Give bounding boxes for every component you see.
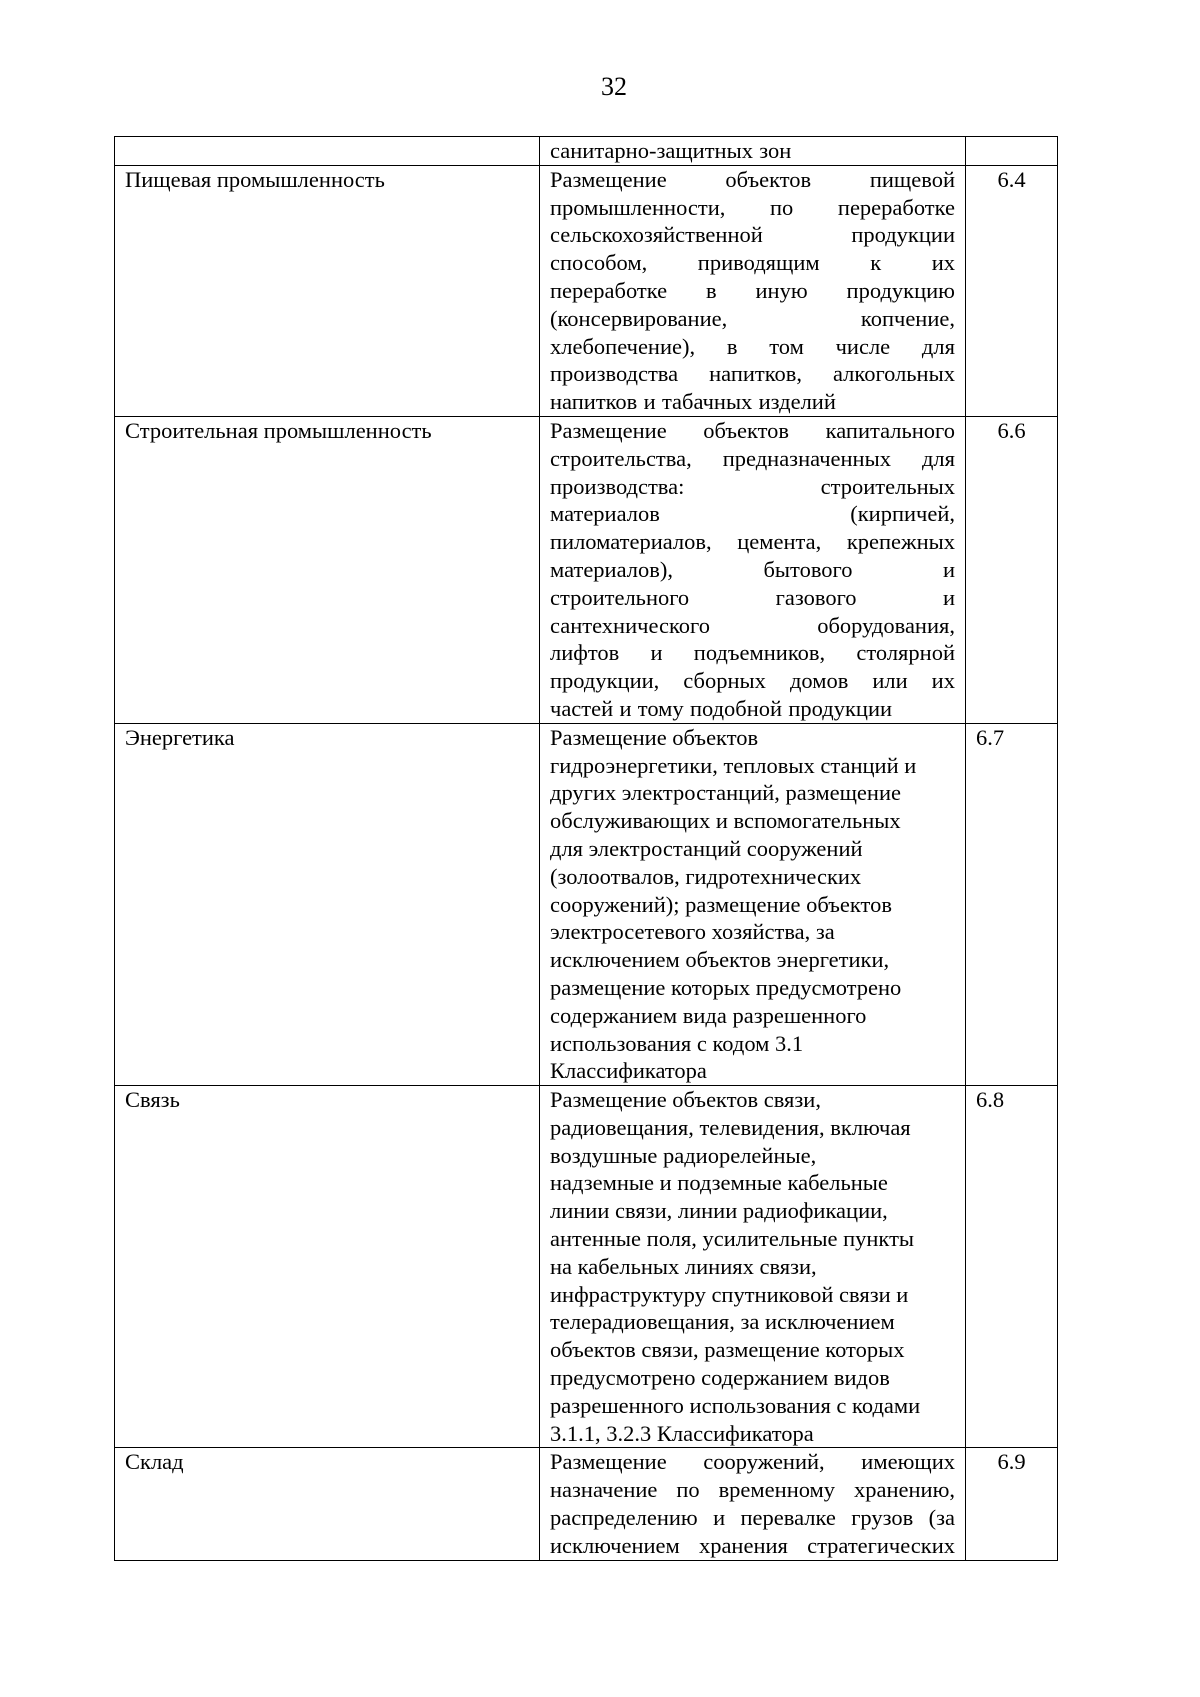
- description-line: пиломатериалов, цемента, крепежных: [550, 529, 955, 555]
- use-type-code: [966, 137, 1058, 166]
- use-type-description: [540, 1086, 966, 1448]
- table-body: [115, 137, 1058, 1561]
- description-line: гидроэнергетики, тепловых станций и: [550, 752, 917, 778]
- description-line: сельскохозяйственной продукции: [550, 222, 955, 248]
- description-line: строительного газового и: [550, 584, 955, 610]
- description-line: способом, приводящим к их: [550, 250, 955, 276]
- use-type-description: [540, 165, 966, 416]
- description-line: назначение по временному хранению,: [550, 1477, 955, 1503]
- use-type-name: Энергетика: [115, 723, 540, 1085]
- description-line: телерадиовещания, за исключением: [550, 1309, 895, 1335]
- description-line: (консервирование, копчение,: [550, 305, 955, 331]
- description-line: объектов связи, размещение которых: [550, 1337, 905, 1363]
- use-type-code: 6.6: [966, 416, 1058, 723]
- description-line: распределению и перевалке грузов (за: [550, 1505, 955, 1531]
- description-line: производства: строительных: [550, 473, 955, 499]
- land-use-table: [114, 136, 1058, 1561]
- description-line: предусмотрено содержанием видов: [550, 1365, 890, 1391]
- description-line: строительства, предназначенных для: [550, 445, 955, 471]
- use-type-name: Связь: [115, 1086, 540, 1448]
- description-line: разрешенного использования с кодами: [550, 1392, 921, 1418]
- description-line: на кабельных линиях связи,: [550, 1253, 817, 1279]
- description-line: хлебопечение), в том числе для: [550, 333, 955, 359]
- table-row: [115, 1086, 1058, 1448]
- description-line: других электростанций, размещение: [550, 780, 901, 806]
- description-line: частей и тому подобной продукции: [550, 695, 893, 721]
- description-line: сантехнического оборудования,: [550, 612, 955, 638]
- description-line: санитарно-защитных зон: [550, 138, 792, 163]
- page-number: 32: [601, 72, 627, 101]
- description-line: воздушные радиорелейные,: [550, 1142, 817, 1168]
- use-type-description: [540, 723, 966, 1085]
- table-row: [115, 137, 1058, 166]
- description-line: содержанием вида разрешенного: [550, 1002, 867, 1028]
- description-line: Размещение объектов пищевой: [550, 166, 955, 192]
- use-type-name: Строительная промышленность: [115, 416, 540, 723]
- description-line: размещение которых предусмотрено: [550, 974, 902, 1000]
- description-line: инфраструктуру спутниковой связи и: [550, 1281, 909, 1307]
- table-row: [115, 723, 1058, 1085]
- description-line: продукции, сборных домов или их: [550, 668, 955, 694]
- description-line: электросетевого хозяйства, за: [550, 919, 835, 945]
- description-line: Размещение объектов связи,: [550, 1087, 821, 1113]
- description-line: исключением объектов энергетики,: [550, 947, 890, 973]
- use-type-description: [540, 137, 966, 166]
- description-line: лифтов и подъемников, столярной: [550, 640, 955, 666]
- description-line: использования с кодом 3.1: [550, 1030, 804, 1056]
- description-line: исключением хранения стратегических: [550, 1532, 955, 1558]
- description-line: Размещение объектов капитального: [550, 417, 955, 443]
- table-row: [115, 1448, 1058, 1560]
- table-row: [115, 165, 1058, 416]
- table-row: [115, 416, 1058, 723]
- use-type-description: [540, 416, 966, 723]
- description-line: переработке в иную продукцию: [550, 277, 955, 303]
- description-line: производства напитков, алкогольных: [550, 361, 955, 387]
- use-type-name: Склад: [115, 1448, 540, 1560]
- description-line: антенные поля, усилительные пункты: [550, 1226, 915, 1252]
- description-line: надземные и подземные кабельные: [550, 1170, 888, 1196]
- description-line: радиовещания, телевидения, включая: [550, 1114, 911, 1140]
- description-line: сооружений); размещение объектов: [550, 891, 892, 917]
- description-line: Размещение сооружений, имеющих: [550, 1449, 955, 1475]
- description-line: материалов), бытового и: [550, 556, 955, 582]
- description-line: обслуживающих и вспомогательных: [550, 808, 901, 834]
- description-line: (золоотвалов, гидротехнических: [550, 863, 862, 889]
- description-line: Классификатора: [550, 1058, 707, 1084]
- description-line: Размещение объектов: [550, 724, 759, 750]
- use-type-description: [540, 1448, 966, 1560]
- description-line: напитков и табачных изделий: [550, 389, 836, 415]
- use-type-code: 6.8: [966, 1086, 1058, 1448]
- use-type-name: [115, 137, 540, 166]
- description-line: 3.1.1, 3.2.3 Классификатора: [550, 1420, 814, 1446]
- use-type-code: 6.4: [966, 165, 1058, 416]
- use-type-code: 6.9: [966, 1448, 1058, 1560]
- description-line: для электростанций сооружений: [550, 835, 863, 861]
- description-line: материалов (кирпичей,: [550, 501, 955, 527]
- description-line: линии связи, линии радиофикации,: [550, 1198, 888, 1224]
- use-type-name: Пищевая промышленность: [115, 165, 540, 416]
- description-line: промышленности, по переработке: [550, 194, 955, 220]
- use-type-code: 6.7: [966, 723, 1058, 1085]
